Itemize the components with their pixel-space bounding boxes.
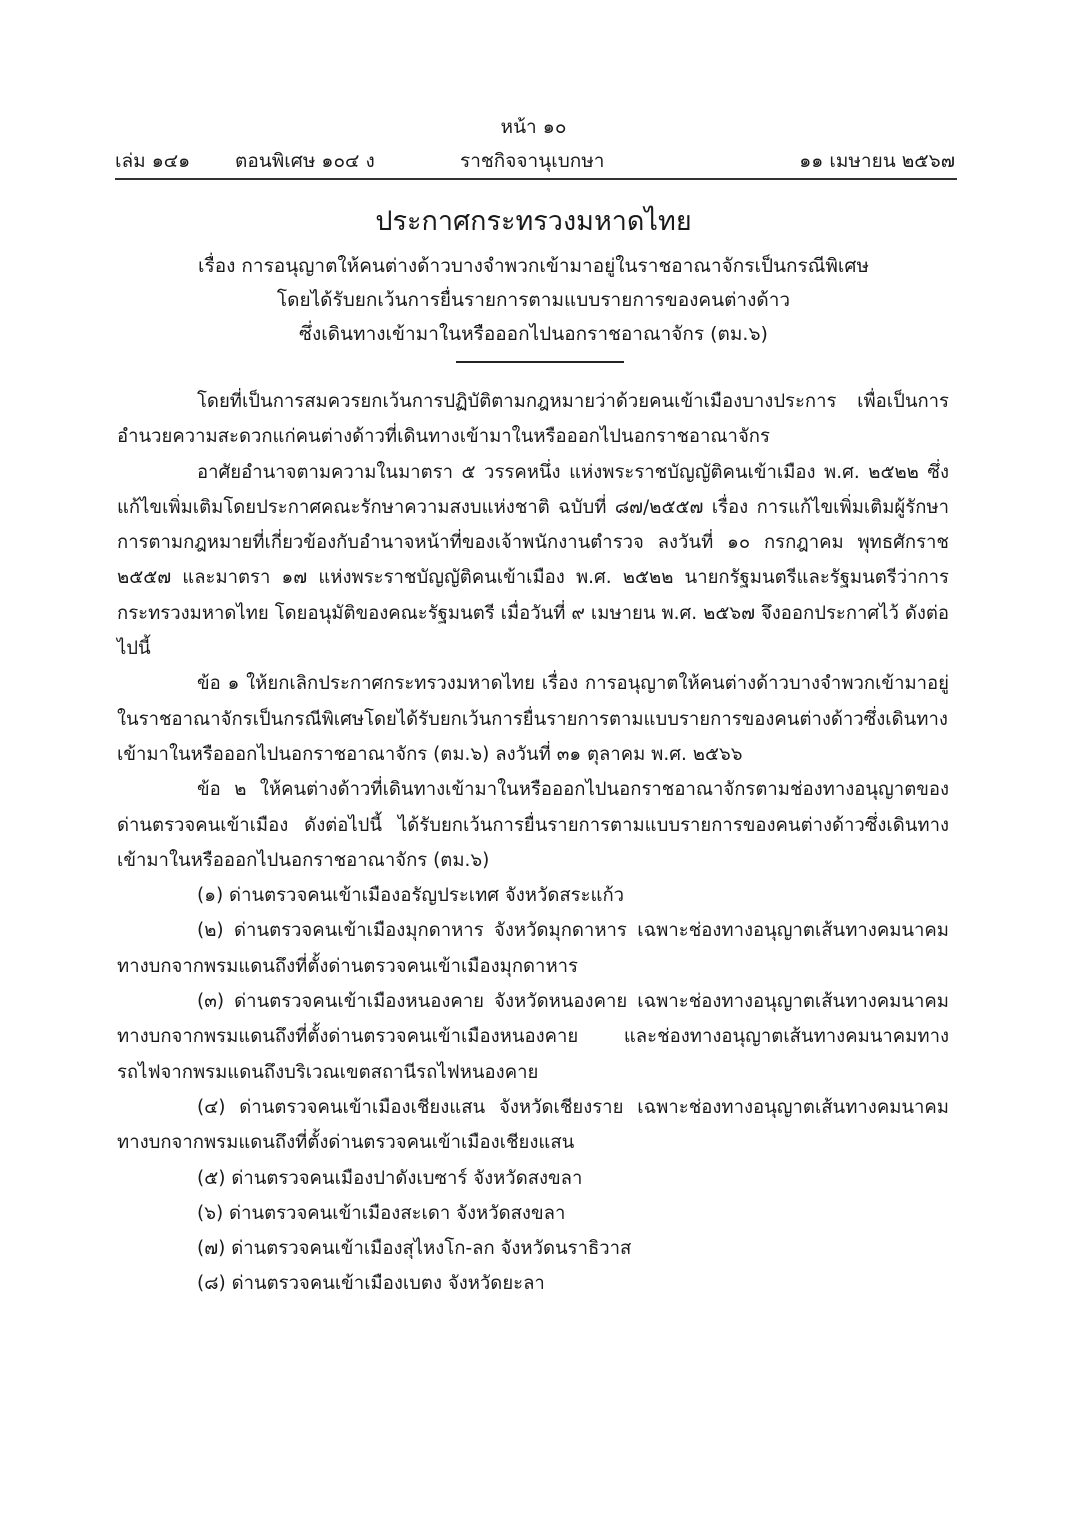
clause-1: ข้อ ๑ ให้ยกเลิกประกาศกระทรวงมหาดไทย เรื่อง การอนุญาตให้คนต่างด้าวบางจำพวกเข้ามาอยู่ในราชอาณาจักรเป็นกรณีพิเศษโดยได้รับยกเว้นการยื่นรายการตามแบบรายการของคนต่างด้าวซึ่งเดินทางเข้ามาในหรือออกไปนอกราชอาณาจักร (ตม.๖) ลงวันที่ ๓๑ ตุลาคม พ.ศ. ๒๕๖๖ [117,673,949,765]
checkpoint-item: (๒) ด่านตรวจคนเข้าเมืองมุกดาหาร จังหวัดมุกดาหาร เฉพาะช่องทางอนุญาตเส้นทางคมนาคมทางบกจากพรมแดนถึงที่ตั้งด่านตรวจคนเข้าเมืองมุกดาหาร [117,920,949,977]
preamble-paragraph: โดยที่เป็นการสมควรยกเว้นการปฏิบัติตามกฎหมายว่าด้วยคนเข้าเมืองบางประการ เพื่อเป็นการอำนวยความสะดวกแก่คนต่างด้าวที่เดินทางเข้ามาในหรือออกไปนอกราชอาณาจักร [117,391,949,448]
volume-number: เล่ม ๑๔๑ [115,150,191,172]
clause-2: ข้อ ๒ ให้คนต่างด้าวที่เดินทางเข้ามาในหรือออกไปนอกราชอาณาจักรตามช่องทางอนุญาตของด่านตรวจคนเข้าเมือง ดังต่อไปนี้ ได้รับยกเว้นการยื่นรายการตามแบบรายการของคนต่างด้าวซึ่งเดินทางเข้ามาในหรือออกไปนอกราชอาณาจักร (ตม.๖) [117,779,949,871]
checkpoint-item: (๗) ด่านตรวจคนเข้าเมืองสุไหงโก-ลก จังหวัดนราธิวาส [197,1238,632,1260]
subject-line-3: ซึ่งเดินทางเข้ามาในหรือออกไปนอกราชอาณาจักร (ตม.๖) [299,323,768,345]
checkpoint-item: (๑) ด่านตรวจคนเข้าเมืองอรัญประเทศ จังหวัดสระแก้ว [197,885,625,907]
page-number: หน้า ๑๐ [500,116,567,138]
announcement-title: ประกาศกระทรวงมหาดไทย [375,206,692,237]
gazette-header [115,148,955,178]
checkpoint-item: (๘) ด่านตรวจคนเข้าเมืองเบตง จังหวัดยะลา [197,1273,545,1295]
subject-line-2: โดยได้รับยกเว้นการยื่นรายการตามแบบรายการของคนต่างด้าว [276,289,791,311]
checkpoint-item: (๔) ด่านตรวจคนเข้าเมืองเชียงแสน จังหวัดเชียงราย เฉพาะช่องทางอนุญาตเส้นทางคมนาคมทางบกจากพรมแดนถึงที่ตั้งด่านตรวจคนเข้าเมืองเชียงแสน [117,1096,949,1154]
title-divider [456,361,624,363]
publication-date: ๑๑ เมษายน ๒๕๖๗ [799,150,955,172]
checkpoint-item: (๓) ด่านตรวจคนเข้าเมืองหนองคาย จังหวัดหนองคาย เฉพาะช่องทางอนุญาตเส้นทางคมนาคมทางบกจากพรมแดนถึงที่ตั้งด่านตรวจคนเข้าเมืองหนองคาย และช่องทางอนุญาตเส้นทางคมนาคมทางรถไฟจากพรมแดนถึงบริเวณเขตสถานีรถไฟหนองคาย [117,991,949,1083]
issue-number: ตอนพิเศษ ๑๐๔ ง [235,150,375,172]
gazette-name: ราชกิจจานุเบกษา [460,150,605,172]
authority-paragraph: อาศัยอำนาจตามความในมาตรา ๕ วรรคหนึ่ง แห่งพระราชบัญญัติคนเข้าเมือง พ.ศ. ๒๕๒๒ ซึ่งแก้ไขเพิ่มเติมโดยประกาศคณะรักษาความสงบแห่งชาติ ฉบับที่ ๘๗/๒๕๕๗ เรื่อง การแก้ไขเพิ่มเติมผู้รักษาการตามกฎหมายที่เกี่ยวข้องกับอำนาจหน้าที่ของเจ้าพนักงานตำรวจ ลงวันที่ ๑๐ กรกฎาคม พุทธศักราช ๒๕๕๗ และมาตรา ๑๗ แห่งพระราชบัญญัติคนเข้าเมือง พ.ศ. ๒๕๒๒ นายกรัฐมนตรีและรัฐมนตรีว่าการกระทรวงมหาดไทย โดยอนุมัติของคณะรัฐมนตรี เมื่อวันที่ ๙ เมษายน พ.ศ. ๒๕๖๗ จึงออกประกาศไว้ ดังต่อไปนี้ [117,461,949,660]
subject-line-1: เรื่อง การอนุญาตให้คนต่างด้าวบางจำพวกเข้ามาอยู่ในราชอาณาจักรเป็นกรณีพิเศษ [198,255,869,277]
checkpoint-item: (๕) ด่านตรวจคนเมืองปาดังเบซาร์ จังหวัดสงขลา [197,1167,583,1189]
header-divider [115,178,957,180]
announcement-body [117,384,949,1302]
checkpoint-item: (๖) ด่านตรวจคนเข้าเมืองสะเดา จังหวัดสงขลา [197,1202,566,1224]
